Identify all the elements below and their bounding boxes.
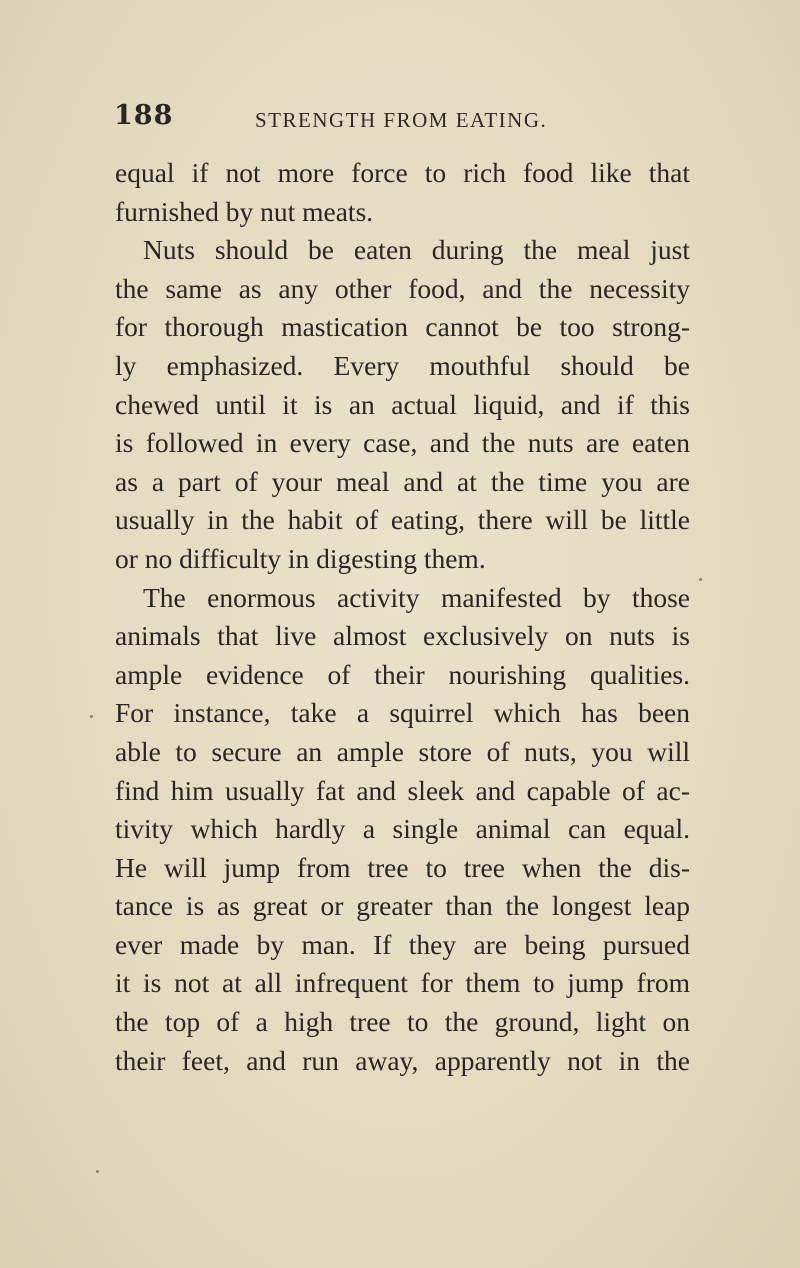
text-line: Nuts should be eaten during the meal just (143, 234, 690, 266)
text-line: is followed in every case, and the nuts are eaten (115, 427, 690, 459)
text-line: For instance, take a squirrel which has been (115, 697, 690, 729)
running-head (110, 100, 690, 140)
text-line: the top of a high tree to the ground, light on (115, 1006, 690, 1038)
text-line: ly emphasized. Every mouthful should be (115, 349, 690, 381)
text-line: He will jump from tree to tree when the dis- (115, 851, 690, 883)
text-line: animals that live almost exclusively on nuts is (115, 620, 690, 652)
body-text (115, 154, 690, 1080)
text-line: furnished by nut meats. (115, 195, 374, 227)
text-line: chewed until it is an actual liquid, and if this (115, 388, 690, 420)
text-line: ample evidence of their nourishing qualities. (115, 658, 690, 690)
text-line: find him usually fat and sleek and capable of ac- (115, 774, 690, 806)
paper-speck (96, 1170, 99, 1173)
text-line: as a part of your meal and at the time you are (115, 465, 690, 497)
text-line: ever made by man. If they are being pursued (115, 928, 690, 960)
page-number: 188 (114, 100, 174, 131)
text-line: or no difficulty in digesting them. (115, 542, 486, 574)
text-line: tivity which hardly a single animal can equal. (115, 813, 690, 845)
text-line: tance is as great or greater than the longest leap (115, 890, 690, 922)
paper-speck (90, 715, 93, 718)
running-title: STRENGTH FROM EATING. (255, 108, 548, 132)
text-line: it is not at all infrequent for them to jump from (115, 967, 690, 999)
text-line: able to secure an ample store of nuts, you will (115, 735, 690, 767)
text-line: usually in the habit of eating, there will be little (115, 504, 690, 536)
paper-speck (699, 578, 702, 581)
text-line: for thorough mastication cannot be too strong- (115, 311, 690, 343)
text-line: equal if not more force to rich food like that (115, 157, 690, 188)
text-line: The enormous activity manifested by those (143, 581, 690, 613)
text-line: their feet, and run away, apparently not in the (115, 1044, 690, 1076)
text-line: the same as any other food, and the necessity (115, 272, 690, 304)
